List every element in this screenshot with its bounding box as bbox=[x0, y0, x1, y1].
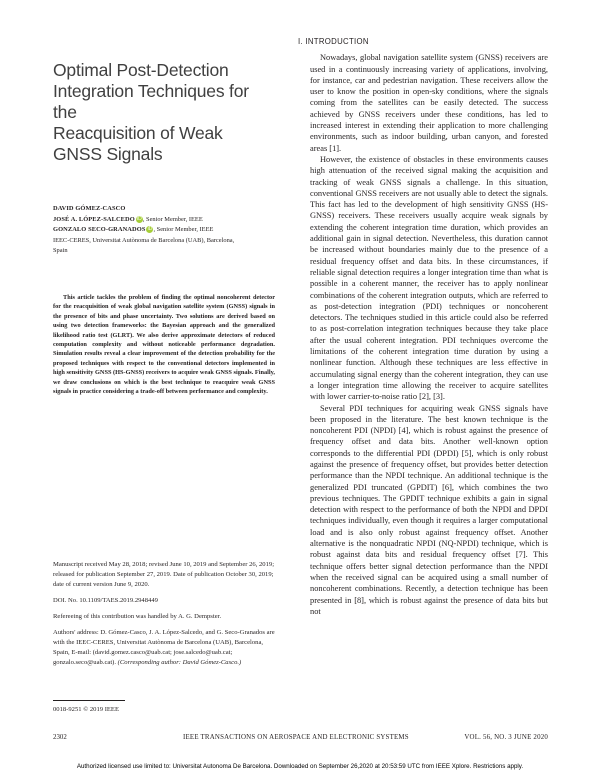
address-text: Authors' address: D. Gómez-Casco, J. A. López-Salcedo, and G. Seco-Granados are with the IEEC-CERES, Universitat Autònoma de Barcelona (UAB), Barcelona, Spain, E-mail: (david.gomez.casco@uab.cat; jose.salcedo@uab.cat; gonzalo.seco@uab.cat). bbox=[53, 629, 275, 666]
manuscript-dates: Manuscript received May 28, 2018; revised June 10, 2019 and September 26, 2019; released for publication September 27, 2019. Date of publication October 30, 2019; date of current version June 9, 2020. bbox=[53, 561, 275, 588]
authors-address bbox=[53, 628, 275, 668]
author-name: DAVID GÓMEZ-CASCO bbox=[53, 205, 126, 212]
title-line: Optimal Post-Detection bbox=[53, 60, 229, 80]
author-entry bbox=[53, 215, 275, 226]
affiliation-country: Spain bbox=[53, 247, 68, 254]
author-entry bbox=[53, 225, 275, 236]
refereeing-note: Refereeing of this contribution was handled by A. G. Dempster. bbox=[53, 613, 222, 620]
paragraph: Nowadays, global navigation satellite system (GNSS) receivers are used in a continuously increasing variety of applications, involving, for instance, car and pedestrian navigation. These receivers allow the user to know the position in open-sky conditions, where the signals coming from the satellites can be easily detected. The success achieved by GNSS receivers under these conditions, has led to increased interest in extending their application to more challenging environments, such as indoor building, urban canyon, and forested areas [1]. bbox=[310, 53, 548, 153]
author-name: JOSÉ A. LÓPEZ-SALCEDO bbox=[53, 215, 135, 223]
orcid-icon[interactable]: iD bbox=[147, 226, 153, 233]
page-number: 2302 bbox=[53, 734, 67, 741]
license-notice: Authorized licensed use limited to: Universitat Autonoma De Barcelona. Downloaded on September 26,2020 at 20:53:59 UTC from IEEE Xplore. Restrictions apply. bbox=[76, 763, 524, 770]
corresponding-author: (Corresponding author: David Gómez-Casco.) bbox=[117, 659, 242, 666]
abstract: This article tackles the problem of finding the optimal noncoherent detector for the reacquisition of weak global navigation satellite system (GNSS) signals in the presence of bits and phase uncertainty. Two solutions are derived based on using two detection frameworks: the Bayesian approach and the generalized likelihood ratio test (GLRT). We also derive approximate detectors of reduced computation complexity and without noticeable performance degradation. Simulation results reveal a clear improvement of the detection probability for the proposed techniques with respect to the conventional detectors implemented in high sensitivity GNSS (HS-GNSS) receivers to acquire weak GNSS signals. Finally, we draw conclusions on which is the best technique to reacquire weak GNSS signals in practice considering a trade-off between performance and complexity. bbox=[53, 294, 275, 396]
author-role: , Senior Member, IEEE bbox=[153, 226, 214, 233]
section-heading: I. INTRODUCTION bbox=[298, 37, 369, 46]
journal-name: IEEE TRANSACTIONS ON AEROSPACE AND ELECTRONIC SYSTEMS bbox=[183, 734, 409, 741]
orcid-icon[interactable]: iD bbox=[136, 215, 142, 222]
author-role: , Senior Member, IEEE bbox=[142, 215, 203, 223]
affiliation: IEEC-CERES, Universitat Autònoma de Barcelona (UAB), Barcelona, bbox=[53, 236, 235, 244]
author-list bbox=[53, 204, 275, 257]
doi[interactable]: DOI. No. 10.1109/TAES.2019.2948449 bbox=[53, 597, 158, 604]
issn-copyright: 0018-9251 © 2019 IEEE bbox=[53, 706, 119, 713]
paper-title bbox=[53, 60, 275, 165]
title-line: Integration Techniques for the bbox=[53, 81, 249, 122]
footnote-divider bbox=[53, 700, 125, 701]
title-line: GNSS Signals bbox=[53, 144, 163, 164]
volume-info: VOL. 56, NO. 3 JUNE 2020 bbox=[464, 734, 548, 741]
author-name: GONZALO SECO-GRANADOS bbox=[53, 226, 146, 233]
body-column bbox=[298, 36, 548, 617]
footnotes bbox=[53, 560, 275, 674]
title-block bbox=[53, 60, 275, 165]
title-line: Reacquisition of Weak bbox=[53, 123, 223, 143]
author-entry bbox=[53, 204, 275, 215]
paragraph: However, the existence of obstacles in these environments causes high attenuation of the received signal making the acquisition and tracking of weak GNSS signals a challenge. In this situation, conventional GNSS receivers are not usually able to detect the signals. This fact has led to the development of high sensitivity GNSS (HS-GNSS) receivers. These receivers usually acquire weak signals by extending the coherent integration time duration, which provides an additional gain in signal detection. Nevertheless, this duration cannot be increased without boundaries mainly due to the presence of a residual frequency offset and data bits. In these circumstances, if reliable signal detection requires a longer integration time than what is possible in a coherent manner, the receiver has to apply nonlinear combinations of the coherent integration outputs, which are referred to as post-detection integration (PDI) techniques or noncoherent detectors. The techniques studied in this article could also be referred to as post-correlation integration techniques because they take place after the usual coherent integration. PDI techniques overcome the limitations of the coherent integration time duration by using a nonlinear function. Although these techniques are less effective in accumulating signal energy than the coherent integration, they can use a longer integration time allowing the receiver to acquire satellites with lower carrier-to-noise ratio [2], [3]. bbox=[310, 154, 548, 402]
paragraph: Several PDI techniques for acquiring weak GNSS signals have been proposed in the literature. The best known technique is the noncoherent PDI (NPDI) [4], which is robust against the presence of frequency offset and data bits. Another well-known option corresponds to the differential PDI (DPDI) [5], which is only robust against the presence of frequency offset, but provides better detection performance than the NPDI technique. An additional technique is the generalized PDI truncated (GPDIT) [6], which combines the two previous techniques. The GPDIT technique exhibits a gain in signal detection with respect to the performance of both the NPDI and DPDI techniques individually, even though it requires a larger computational load and is also only robust against frequency offset. Another alternative is the nonquadratic NPDI (NQ-NPDI) technique, which is robust against data bits and residual frequency offset [7]. This technique offers better signal detection performance than the NPDI when the received signal can be acquired using a small number of noncoherent combinations. Recently, a detection technique has been presented in [8], which is robust against the presence of data bits but not bbox=[310, 403, 548, 616]
